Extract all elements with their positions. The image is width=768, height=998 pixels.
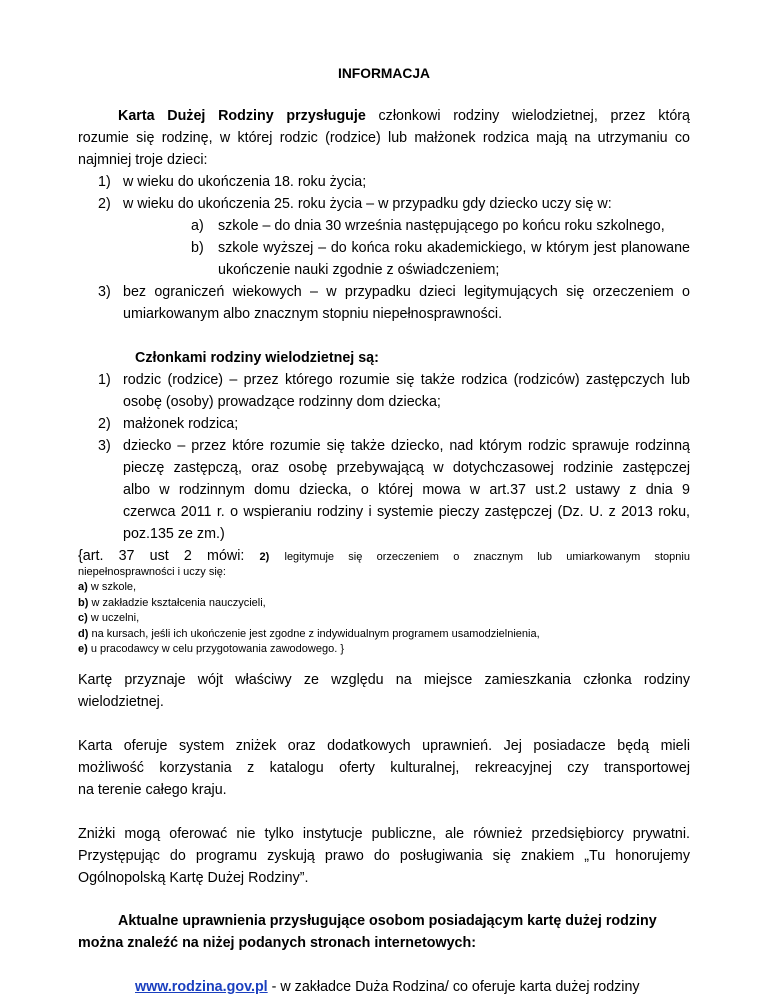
para3-line-2: Przystępując do programu zyskują prawo do posługiwania się znakiem „Tu honorujemy — [78, 848, 690, 864]
note-item-e-letter: e) — [78, 643, 88, 655]
school-item-b-letter: b) — [191, 240, 204, 256]
age-item-1: w wieku do ukończenia 18. roku życia; — [123, 174, 367, 190]
intro-line-3: najmniej troje dzieci: — [78, 152, 208, 168]
member-item-3-number: 3) — [98, 438, 111, 454]
note-item-d-letter: d) — [78, 627, 89, 640]
age-item-3-line-1: bez ograniczeń wiekowych – w przypadku dzieci legitymujących się orzeczeniem o — [123, 284, 690, 300]
school-item-b-line-1: szkole wyższej – do końca roku akademickiego, w którym jest planowane — [218, 240, 690, 256]
note-item-e — [78, 642, 690, 658]
intro-line-1 — [118, 105, 690, 127]
note-item-e-text: u pracodawcy w celu przygotowania zawodowego. } — [90, 643, 344, 655]
link-description: - w zakładce Duża Rodzina/ co oferuje karta dużej rodziny — [271, 979, 640, 995]
member-item-3-line-2: pieczę zastępczą, oraz osobę przebywającą w dotychczasowej rodzinie zastępczej — [123, 460, 690, 476]
member-item-1-number: 1) — [98, 372, 111, 388]
member-item-2-number: 2) — [98, 416, 111, 432]
para2-line-3: na terenie całego kraju. — [78, 782, 227, 798]
note-lead-rest: legitymuje się orzeczeniem o znacznym lub umiarkowanym stopniu — [284, 551, 690, 563]
links-heading-line-1: Aktualne uprawnienia przysługujące osobom posiadającym kartę dużej rodziny — [118, 913, 657, 929]
member-item-3-line-1: dziecko – przez które rozumie się także dziecko, nad którym rodzic sprawuje rodzinną — [123, 438, 690, 454]
note-item-d-text: na kursach, jeśli ich ukończenie jest zgodne z indywidualnym programem usamodzielnienia, — [91, 627, 540, 640]
note-item-a-letter: a) — [78, 581, 88, 593]
age-item-3-number: 3) — [98, 284, 111, 300]
school-item-a: szkole – do dnia 30 września następującego po końcu roku szkolnego, — [218, 218, 665, 234]
members-heading: Członkami rodziny wielodzietnej są: — [135, 350, 379, 366]
page-title: INFORMACJA — [338, 66, 430, 81]
school-item-b-line-2: ukończenie nauki zgodnie z oświadczeniem; — [218, 262, 500, 278]
note-item-d — [78, 627, 690, 643]
note-item-a-text: w szkole, — [90, 581, 137, 593]
note-item-b — [78, 596, 690, 612]
note-lead: {art. 37 ust 2 mówi: — [78, 548, 245, 564]
age-item-2: w wieku do ukończenia 25. roku życia – w przypadku gdy dziecko uczy się w: — [123, 196, 612, 212]
note-item-a — [78, 580, 690, 596]
para2-line-2: możliwość korzystania z katalogu oferty kulturalnej, rekreacyjnej czy transportowej — [78, 760, 690, 776]
school-item-a-letter: a) — [191, 218, 204, 234]
note-item-c-letter: c) — [78, 612, 88, 624]
member-item-2-line-1: małżonek rodzica; — [123, 416, 239, 432]
para1-line-1: Kartę przyznaje wójt właściwy ze względu na miejsce zamieszkania członka rodziny — [78, 672, 690, 688]
note-item-c — [78, 611, 690, 627]
age-item-2-number: 2) — [98, 196, 111, 212]
age-item-3-line-2: umiarkowanym albo znacznym stopniu niepełnosprawności. — [123, 306, 503, 322]
note-line-2: niepełnosprawności i uczy się: — [78, 566, 226, 578]
member-item-3-line-4: czerwca 2011 r. o wspieraniu rodziny i systemie pieczy zastępczej (Dz. U. z 2013 roku, — [123, 504, 690, 520]
link-line — [135, 976, 690, 998]
links-heading-line-2: można znaleźć na niżej podanych stronach internetowych: — [78, 935, 477, 951]
intro-line-1-rest: członkowi rodziny wielodzietnej, przez którą — [378, 108, 690, 124]
para2-line-1: Karta oferuje system zniżek oraz dodatkowych uprawnień. Jej posiadacze będą mieli — [78, 738, 690, 754]
note-item-c-text: w uczelni, — [90, 612, 140, 624]
member-item-3-line-3: albo w rodzinnym domu dziecka, o której mowa w art.37 ust.2 ustawy z dnia 9 — [123, 482, 690, 498]
age-item-1-number: 1) — [98, 174, 111, 190]
rodzina-gov-link[interactable]: www.rodzina.gov.pl — [135, 979, 268, 995]
note-item-b-letter: b) — [78, 596, 89, 609]
member-item-1-line-1: rodzic (rodzice) – przez którego rozumie się także rodzica (rodziców) zastępczych lub — [123, 372, 690, 388]
intro-line-2: rozumie się rodzinę, w której rodzic (rodzice) lub małżonek rodzica mają na utrzymaniu co — [78, 130, 690, 146]
note-item-b-text: w zakładzie kształcenia nauczycieli, — [91, 596, 266, 609]
intro-bold: Karta Dużej Rodziny przysługuje — [118, 108, 366, 124]
para3-line-1: Zniżki mogą oferować nie tylko instytucje publiczne, ale również przedsiębiorcy prywatni. — [78, 826, 690, 842]
note-number: 2) — [259, 551, 270, 563]
para1-line-2: wielodzietnej. — [78, 694, 164, 710]
member-item-3-line-5: poz.135 ze zm.) — [123, 526, 225, 542]
member-item-1-line-2: osobę (osoby) prowadzące rodzinny dom dziecka; — [123, 394, 441, 410]
para3-line-3: Ogólnopolską Kartę Dużej Rodziny”. — [78, 870, 309, 886]
